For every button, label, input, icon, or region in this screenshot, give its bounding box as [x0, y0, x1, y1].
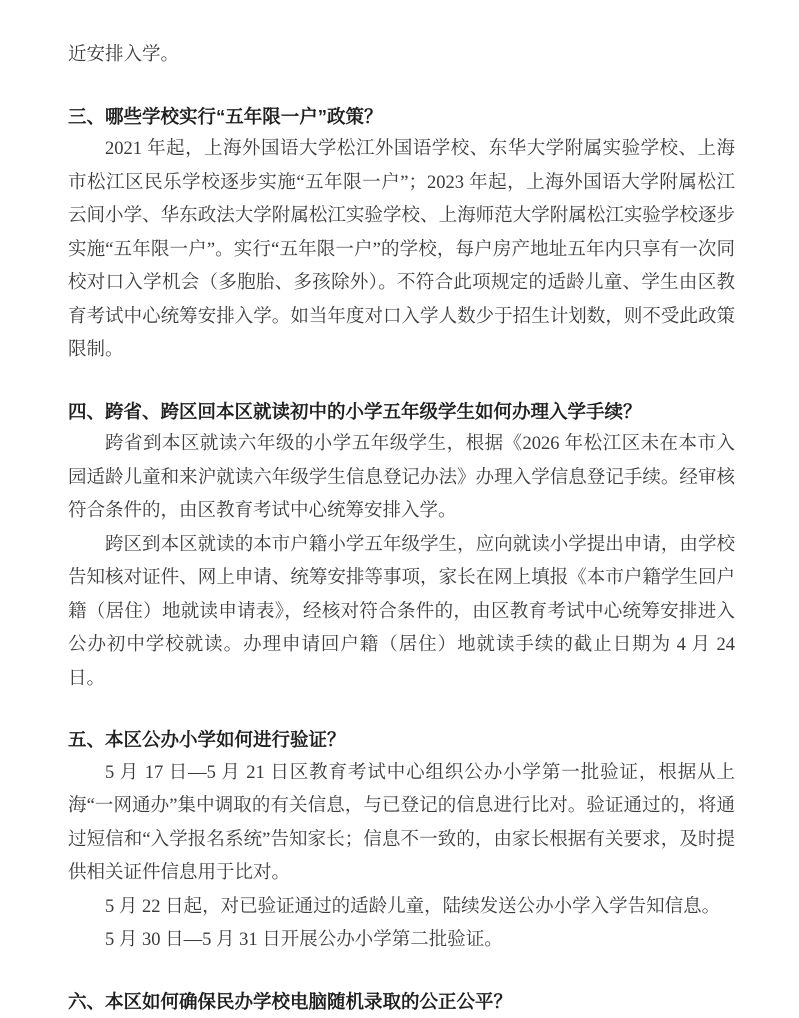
- section-paragraphs: [68, 428, 735, 696]
- section-paragraphs: [68, 757, 735, 958]
- paragraph: 跨省到本区就读六年级的小学五年级学生，根据《2026 年松江区未在本市入园适龄儿童和来沪就读六年级学生信息登记办法》办理入学信息登记手续。经审核符合条件的，由区教育考试中心统筹安排入学。: [68, 428, 735, 529]
- sections: [68, 100, 735, 1018]
- section-heading: 四、跨省、跨区回本区就读初中的小学五年级学生如何办理入学手续？: [68, 395, 735, 429]
- faq-section: [68, 985, 735, 1018]
- section-heading: 三、哪些学校实行“五年限一户”政策？: [68, 100, 735, 134]
- paragraph: 跨区到本区就读的本市户籍小学五年级学生，应向就读小学提出申请，由学校告知核对证件、网上申请、统筹安排等事项，家长在网上填报《本市户籍学生回户籍（居住）地就读申请表》，经核对符合条件的，由区教育考试中心统筹安排进入公办初中学校就读。办理申请回户籍（居住）地就读手续的截止日期为 4 月 24 日。: [68, 529, 735, 697]
- section-heading: 六、本区如何确保民办学校电脑随机录取的公正公平？: [68, 985, 735, 1018]
- continuation-line: 近安排入学。: [68, 39, 735, 73]
- faq-section: [68, 723, 735, 958]
- section-heading: 五、本区公办小学如何进行验证？: [68, 723, 735, 757]
- paragraph: 5 月 22 日起，对已验证通过的适龄儿童，陆续发送公办小学入学告知信息。: [68, 891, 735, 925]
- faq-section: [68, 395, 735, 697]
- faq-section: [68, 100, 735, 368]
- section-paragraphs: [68, 133, 735, 368]
- paragraph: 2021 年起，上海外国语大学松江外国语学校、东华大学附属实验学校、上海市松江区民乐学校逐步实施“五年限一户”；2023 年起，上海外国语大学附属松江云间小学、华东政法大学附属松江实验学校、上海师范大学附属松江实验学校逐步实施“五年限一户”。实行“五年限一户”的学校，每户房产地址五年内只享有一次同校对口入学机会（多胞胎、多孩除外）。不符合此项规定的适龄儿童、学生由区教育考试中心统筹安排入学。如当年度对口入学人数少于招生计划数，则不受此政策限制。: [68, 133, 735, 368]
- paragraph: 5 月 30 日—5 月 31 日开展公办小学第二批验证。: [68, 924, 735, 958]
- paragraph: 5 月 17 日—5 月 21 日区教育考试中心组织公办小学第一批验证，根据从上海“一网通办”集中调取的有关信息，与已登记的信息进行比对。验证通过的，将通过短信和“入学报名系统”告知家长；信息不一致的，由家长根据有关要求，及时提供相关证件信息用于比对。: [68, 757, 735, 891]
